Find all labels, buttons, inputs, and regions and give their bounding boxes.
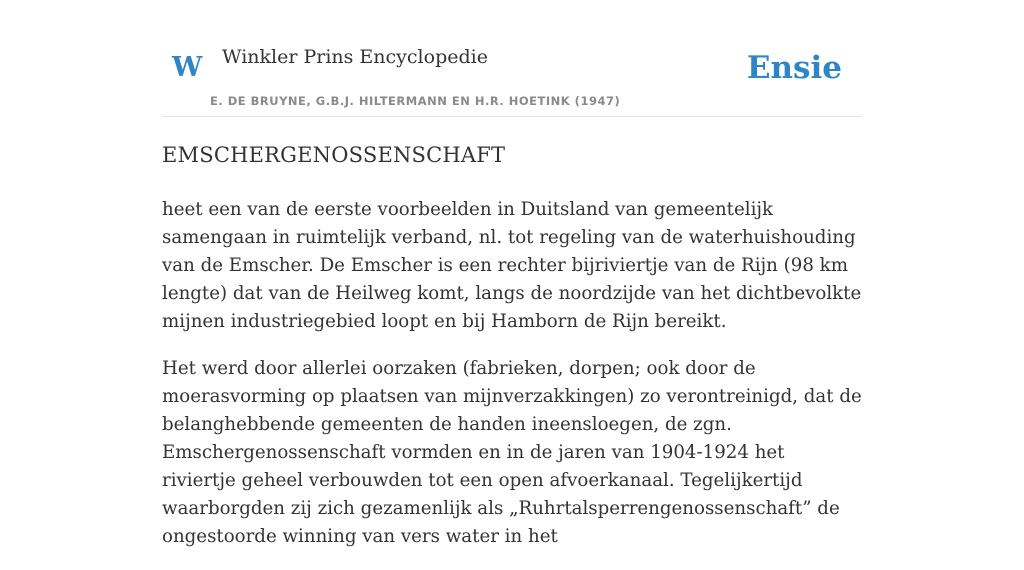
site-header	[162, 36, 862, 117]
article-paragraph-2: Het werd door allerlei oorzaken (fabrieken, dorpen; ook door de moerasvorming op plaatsen van mijnverzakkingen) zo verontreinigd, dat de belanghebbende gemeenten de handen ineensloegen, de zgn. Emschergenossenschaft vormden en in de jaren van 1904-1924 het riviertje geheel verbouwden tot een open afvoerkanaal. Tegelijkertijd waarborgden zij zich gezamenlijk als „Ruhrtalsperrengenossenschaft” de ongestoorde winning van vers water in het	[162, 358, 862, 547]
article-title: EMSCHERGENOSSENSCHAFT	[162, 143, 506, 167]
article	[162, 140, 862, 570]
publication-title[interactable]: Winkler Prins Encyclopedie	[222, 46, 488, 68]
ensie-logo[interactable]: Ensie	[746, 50, 842, 86]
publication-authors: E. DE BRUYNE, G.B.J. HILTERMANN EN H.R. HOETINK (1947)	[210, 94, 621, 108]
article-paragraph-1: heet een van de eerste voorbeelden in Duitsland van gemeentelijk samengaan in ruimtelijk verband, nl. tot regeling van de waterhuishouding van de Emscher. De Emscher is een rechter bijriviertje van de Rijn (98 km lengte) dat van de Heilweg komt, langs de noordzijde van het dichtbevolkte mijnen industriegebied loopt en bij Hamborn de Rijn bereikt.	[162, 199, 862, 332]
winkler-prins-logo-icon[interactable]: W	[172, 52, 203, 83]
